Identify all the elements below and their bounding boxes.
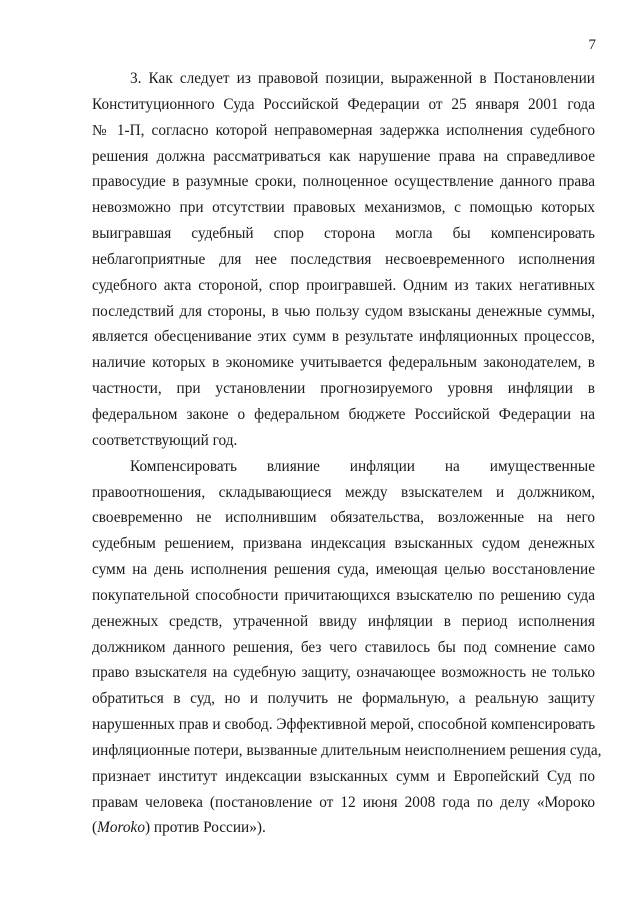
text-line: инфляционные потери, вызванные длительным неисполнением решения суда, bbox=[92, 741, 602, 759]
text-line: правоотношения, складывающиеся между взыскателем и должником, bbox=[92, 483, 595, 501]
text-line: должником данного решения, без чего ставилось бы под сомнение само bbox=[92, 638, 595, 656]
paragraph-1 bbox=[92, 66, 595, 454]
text-line: обратиться в суд, но и получить не формальную, а реальную защиту bbox=[92, 690, 595, 708]
text-line: выигравшая судебный спор сторона могла бы компенсировать bbox=[92, 225, 595, 243]
text-line: Компенсировать влияние инфляции на имущественные bbox=[130, 457, 595, 475]
text-line: денежных средств, утраченной ввиду инфляции в период исполнения bbox=[92, 612, 595, 630]
text-line: 3. Как следует из правовой позиции, выраженной в Постановлении bbox=[130, 70, 595, 87]
text-line: федеральном законе о федеральном бюджете Российской Федерации на bbox=[92, 405, 595, 423]
text-line: правам человека (постановление от 12 июня 2008 года по делу «Мороко bbox=[92, 793, 595, 811]
text-line: решения должна рассматриваться как нарушение права на справедливое bbox=[92, 147, 595, 165]
text-line: нарушенных прав и свобод. Эффективной мерой, способной компенсировать bbox=[92, 716, 596, 734]
text-line: судебным решением, призвана индексация взысканных судом денежных bbox=[92, 535, 595, 553]
line-rest: ) против России»). bbox=[144, 819, 266, 837]
body-text bbox=[92, 66, 602, 841]
text-line: неблагоприятные для нее последствия несвоевременного исполнения bbox=[92, 250, 595, 268]
open-paren: ( bbox=[92, 819, 98, 837]
text-line: право взыскателя на судебную защиту, означающее возможность не только bbox=[92, 664, 595, 682]
text-line: покупательной способности причитающихся взыскателю по решению суда bbox=[92, 586, 595, 604]
text-line: частности, при установлении прогнозируемого уровня инфляции в bbox=[92, 380, 595, 398]
text-line: признает институт индексации взысканных сумм и Европейский Суд по bbox=[92, 767, 595, 785]
italic-case-name: Moroko bbox=[97, 819, 145, 837]
text-line: своевременно не исполнившим обязательства, возложенные на него bbox=[92, 509, 595, 527]
text-line: № 1-П, согласно которой неправомерная задержка исполнения судебного bbox=[92, 121, 595, 139]
text-line: является обесценивание этих сумм в результате инфляционных процессов, bbox=[92, 328, 595, 346]
text-line: Конституционного Суда Российской Федерации от 25 января 2001 года bbox=[92, 95, 595, 113]
text-line-final bbox=[92, 815, 595, 841]
text-line: соответствующий год. bbox=[92, 431, 238, 449]
text-line: последствий для стороны, в чью пользу судом взысканы денежные суммы, bbox=[92, 302, 595, 320]
text-line: сумм на день исполнения решения суда, имеющая целью восстановление bbox=[92, 561, 595, 579]
page-number: 7 bbox=[588, 37, 596, 53]
text-line: правосудие в разумные сроки, полноценное осуществление данного права bbox=[92, 173, 595, 191]
text-line: судебного акта стороной, спор проигравшей. Одним из таких негативных bbox=[92, 276, 595, 294]
text-line: наличие которых в экономике учитывается федеральным законодателем, в bbox=[92, 354, 595, 372]
paragraph-2 bbox=[92, 454, 602, 842]
text-line: невозможно при отсутствии правовых механизмов, с помощью которых bbox=[92, 199, 595, 217]
